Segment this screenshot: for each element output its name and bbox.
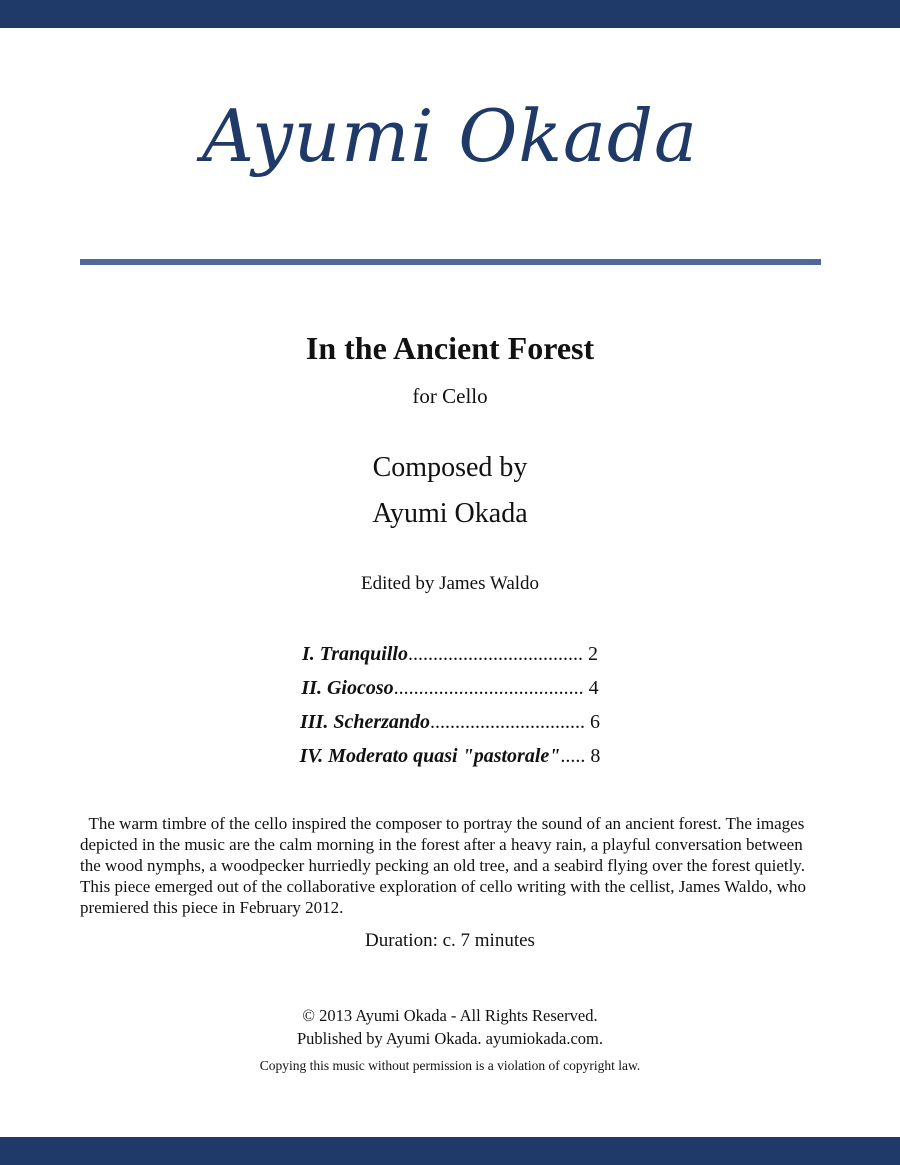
- header-rule: [80, 259, 821, 265]
- toc-entry: [0, 642, 900, 676]
- toc-entry-leader: ......................................: [393, 677, 584, 699]
- top-border-band: [0, 0, 900, 28]
- program-note: [80, 813, 822, 918]
- toc-entry-leader: .....: [560, 745, 586, 767]
- page-title: In the Ancient Forest: [305, 330, 595, 366]
- toc-entry-title: I. Tranquillo: [302, 643, 408, 665]
- toc-entry-title: II. Giocoso: [301, 677, 394, 699]
- toc-entry: [0, 710, 900, 744]
- composer-name: Ayumi Okada: [372, 498, 528, 529]
- copyright-notice: © 2013 Ayumi Okada - All Rights Reserved.: [302, 1006, 598, 1025]
- toc-entry-page: 2: [587, 643, 598, 665]
- program-note-text: The warm timbre of the cello inspired the composer to portray the sound of an ancient forest. The images depicted in the music are the calm morning in the forest after a heavy rain, a playful conversation between the wood nymphs, a woodpecker hurriedly pecking an old tree, and a seabird flying over the forest quietly. This piece emerged out of the collaborative exploration of cello writing with the cellist, James Waldo, who premiered this piece in February 2012.: [80, 814, 806, 917]
- table-of-contents: [0, 642, 900, 778]
- instrument-subtitle: for Cello: [412, 384, 488, 408]
- toc-entry-leader: ...............................: [430, 711, 586, 733]
- toc-entry-title: IV. Moderato quasi "pastorale": [299, 745, 561, 767]
- copyright-warning: Copying this music without permission is a violation of copyright law.: [259, 1058, 641, 1073]
- toc-entry-page: 4: [588, 677, 599, 699]
- publisher-notice: Published by Ayumi Okada. ayumiokada.com.: [297, 1029, 603, 1048]
- toc-entry: [0, 676, 900, 710]
- duration-text: Duration: c. 7 minutes: [365, 930, 535, 951]
- toc-entry: [0, 744, 900, 778]
- toc-entry-title: III. Scherzando: [299, 711, 431, 733]
- toc-entry-page: 6: [590, 711, 601, 733]
- toc-entry-leader: ...................................: [407, 643, 583, 665]
- toc-entry-page: 8: [590, 745, 601, 767]
- logo-signature: Ayumi Okada: [202, 94, 698, 178]
- composed-by-label: Composed by: [372, 452, 528, 483]
- bottom-border-band: [0, 1137, 900, 1165]
- editor-credit: Edited by James Waldo: [360, 573, 540, 594]
